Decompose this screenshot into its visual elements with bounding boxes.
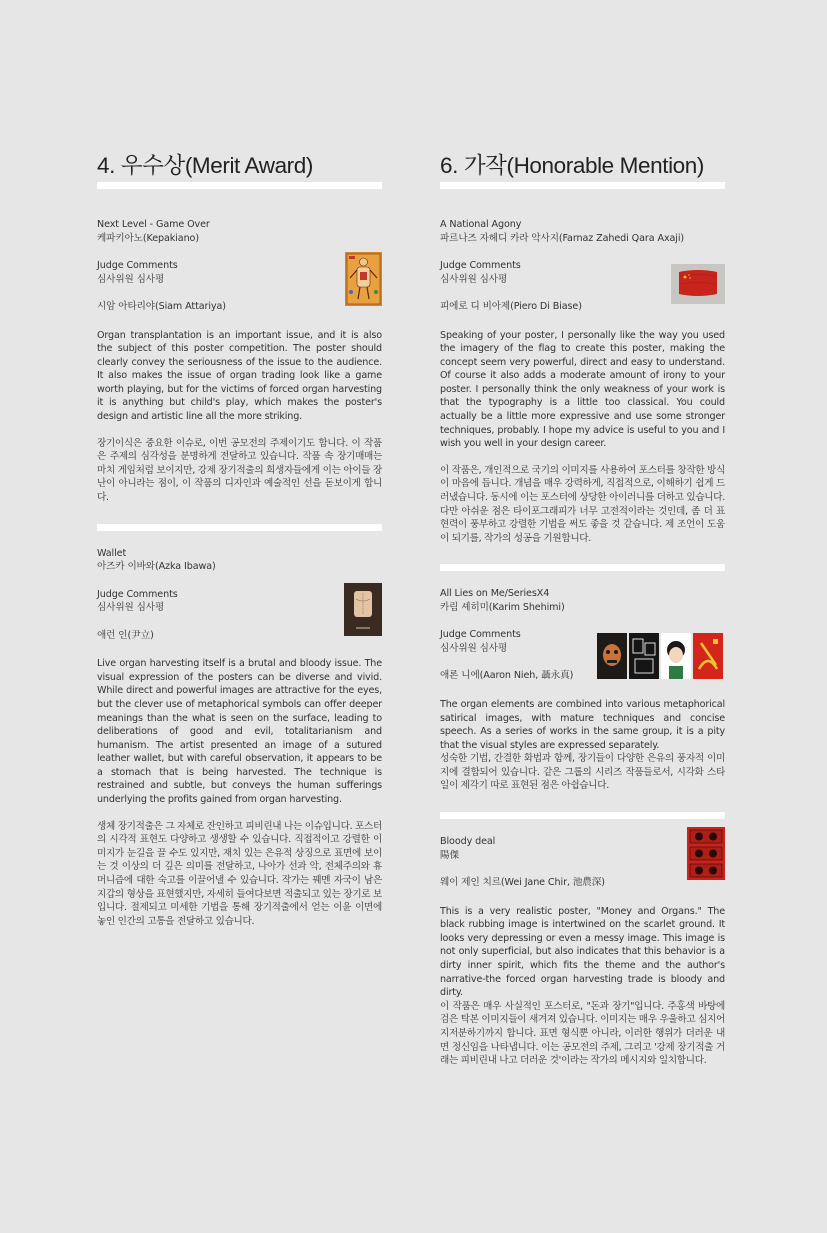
section-title-merit: 4. 우수상(Merit Award) xyxy=(97,153,313,178)
entry-artist: 카림 셰히미(Karim Shehimi) xyxy=(440,601,565,613)
judge-name: 애론 니에(Aaron Nieh, 聶永真) xyxy=(440,670,574,682)
section-divider xyxy=(440,812,725,819)
entry-artist: 케파키아노(Kepakiano) xyxy=(97,232,199,244)
comment-ko: 장기이식은 중요한 이슈로, 이번 공모전의 주제이기도 합니다. 이 작품은 주제의 심각성을 분명하게 전달하고 있습니다. 작품 속 장기매매는 마치 게임처럼 보이지만, 강제 장기적출의 희생자들에게 이는 아이들 장난이 아니라는 점이, 이 작품의 디자인과 예술적인 선을 돋보이게 합니다. xyxy=(97,437,382,504)
entry-artist: 아즈카 이바와(Azka Ibawa) xyxy=(97,561,216,573)
entry-artist: 陽傑 xyxy=(440,849,459,861)
section-divider xyxy=(440,182,725,189)
poster-thumbnail-next-level xyxy=(345,252,382,306)
comment-en: Live organ harvesting itself is a brutal and bloody issue. The visual expression of the posters can be diverse and vivid. While direct and powerful images are attractive for the eyes, but the clever use of metaphorical symbols can offer deeper meanings than the what is seen on the surface, leading to deliberations of good and evil, totalitarianism and humanism. The artist presented an image of a sutured leather wallet, but with careful observation, it appears to be a stomach that is being harvested. The technique is restrained and subtle, but conveys the human sufferings underlying the profits gained from organ harvesting. xyxy=(97,658,382,806)
comment-ko: 이 작품은, 개인적으로 국기의 이미지를 사용하여 포스터를 창작한 방식이 마음에 듭니다. 개념을 매우 강력하게, 직접적으로, 이해하기 쉽게 드러냈습니다. 동시에 이는 포스터에 상당한 아이러니를 더하고 있습니다. 다만 아쉬운 점은 타이포그래피가 너무 고전적이라는 것인데, 좀 더 표현력이 풍부하고 강렬한 기법을 써도 좋을 것 같습니다. 제 조언이 도움이 되기를, 작가의 성공을 기원합니다. xyxy=(440,464,725,544)
judge-comments-label: Judge Comments xyxy=(440,260,521,271)
entry-bloody-deal xyxy=(440,835,725,1068)
judge-comments-label: Judge Comments xyxy=(97,588,178,600)
poster-thumbnail-flag xyxy=(671,264,725,304)
comment-en: Speaking of your poster, I personally like the way you used the imagery of the flag to create this poster, making the concept seem very powerful, direct and easy to understand. Of course it also adds a moderate amount of irony to your poster. I personally think the only weakness of your work is that the typography is a little too classical. You could actually be a little more expressive and use some stronger techniques, probably. I hope my advice is useful to you and I wish you well in your design career. xyxy=(440,329,725,450)
poster-thumbnail-wallet xyxy=(344,583,382,636)
judge-comments-label: Judge Comments xyxy=(440,629,521,641)
poster-thumbnail-series xyxy=(597,633,725,679)
right-column xyxy=(440,150,725,1068)
entry-title: All Lies on Me/SeriesX4 xyxy=(440,588,550,600)
section-title-honorable: 6. 가작(Honorable Mention) xyxy=(440,153,704,178)
poster-thumbnail-bloody-deal xyxy=(687,827,725,880)
comment-ko: 생체 장기적출은 그 자체로 잔인하고 피비린내 나는 이슈입니다. 포스터의 시각적 표현도 다양하고 생생할 수 있습니다. 직접적이고 강렬한 이미지가 눈길을 끌 수도 있지만, 재치 있는 은유적 상징으로 표면에 보이는 것 이상의 더 깊은 의미를 전달하고, 나아가 선과 악, 전체주의와 휴머니즘에 대한 숙고를 이끌어낼 수 있습니다. 작가는 꿰멘 자국이 남은 지갑의 형상을 표현했지만, 자세히 들여다보면 적출되고 있는 장기로 보입니다. 절제되고 미세한 기법을 통해 장기적출에서 얻는 이윤 이면에 놓인 인간의 고통을 전달하고 있습니다. xyxy=(97,820,382,927)
entry-all-lies xyxy=(440,587,725,793)
section-divider xyxy=(440,564,725,571)
entry-title: Bloody deal xyxy=(440,836,496,848)
comment-ko: 성숙한 기법, 간결한 화법과 함께, 장기들이 다양한 은유의 풍자적 이미지에 결합되어 있습니다. 같은 그룹의 시리즈 작품들로서, 시각화 스타일이 제각기 따로 표현된 점은 아쉽습니다. xyxy=(440,753,725,792)
section-divider xyxy=(97,524,382,531)
left-column xyxy=(97,150,382,928)
entry-national-agony xyxy=(440,218,725,545)
judge-comments-label: Judge Comments xyxy=(97,260,178,271)
comment-en: Organ transplantation is an important issue, and it is also the subject of this poster competition. The poster should clearly convey the seriousness of the issue to the audience. It also makes the issue of organ trading look like a game worth playing, but for the victims of forced organ harvesting it is anything but child's play, which makes the poster's design and artistic line all the more striking. xyxy=(97,329,382,423)
section-divider xyxy=(97,182,382,189)
judge-name: 애런 인(尹立) xyxy=(97,629,154,641)
judge-name: 시암 아타리야(Siam Attariya) xyxy=(97,301,226,312)
judge-comments-label-ko: 심사위원 심사평 xyxy=(97,602,165,614)
entry-artist: 파르나즈 자헤디 카라 악사지(Farnaz Zahedi Qara Axaji) xyxy=(440,232,685,244)
entry-title: Wallet xyxy=(97,547,127,559)
judge-comments-label-ko: 심사위원 심사평 xyxy=(440,642,508,654)
judge-name: 웨이 제인 치르(Wei Jane Chir, 池農深) xyxy=(440,877,605,889)
judge-comments-label-ko: 심사위원 심사평 xyxy=(440,273,508,285)
comment-ko: 이 작품은 매우 사실적인 포스터로, "돈과 장기"입니다. 주홍색 바탕에 검은 탁본 이미지들이 새겨져 있습니다. 이미지는 매우 우울하고 심지어 지저분하기까지 합니다. 표면 형식뿐 아니라, 이러한 행위가 더러운 내면 정신임을 나타냅니다. 이는 공모전의 주제, 그리고 '강제 장기적출 거래는 피비린내 나고 더러운 것'이라는 작가의 메시지와 일치합니다. xyxy=(440,1000,725,1067)
entry-next-level xyxy=(97,218,382,505)
entry-title: A National Agony xyxy=(440,219,522,230)
comment-en: The organ elements are combined into various metaphorical satirical images, with mature techniques and concise speech. As a series of works in the same group, it is a pity that the visual styles are expressed separately. xyxy=(440,698,725,751)
judge-comments-label-ko: 심사위원 심사평 xyxy=(97,273,165,285)
judge-name: 피에로 디 비아제(Piero Di Biase) xyxy=(440,301,582,312)
entry-wallet xyxy=(97,547,382,929)
comment-en: This is a very realistic poster, "Money and Organs." The black rubbing image is intertwined on the scarlet ground. It looks very depressing or even a messy image. This image is not only superficial, but also indicates that this behavior is a dirty inner spirit, which fits the theme and the author's narrative-the forced organ harvesting trade is bloody and dirty. xyxy=(440,905,725,999)
entry-title: Next Level - Game Over xyxy=(97,219,210,230)
